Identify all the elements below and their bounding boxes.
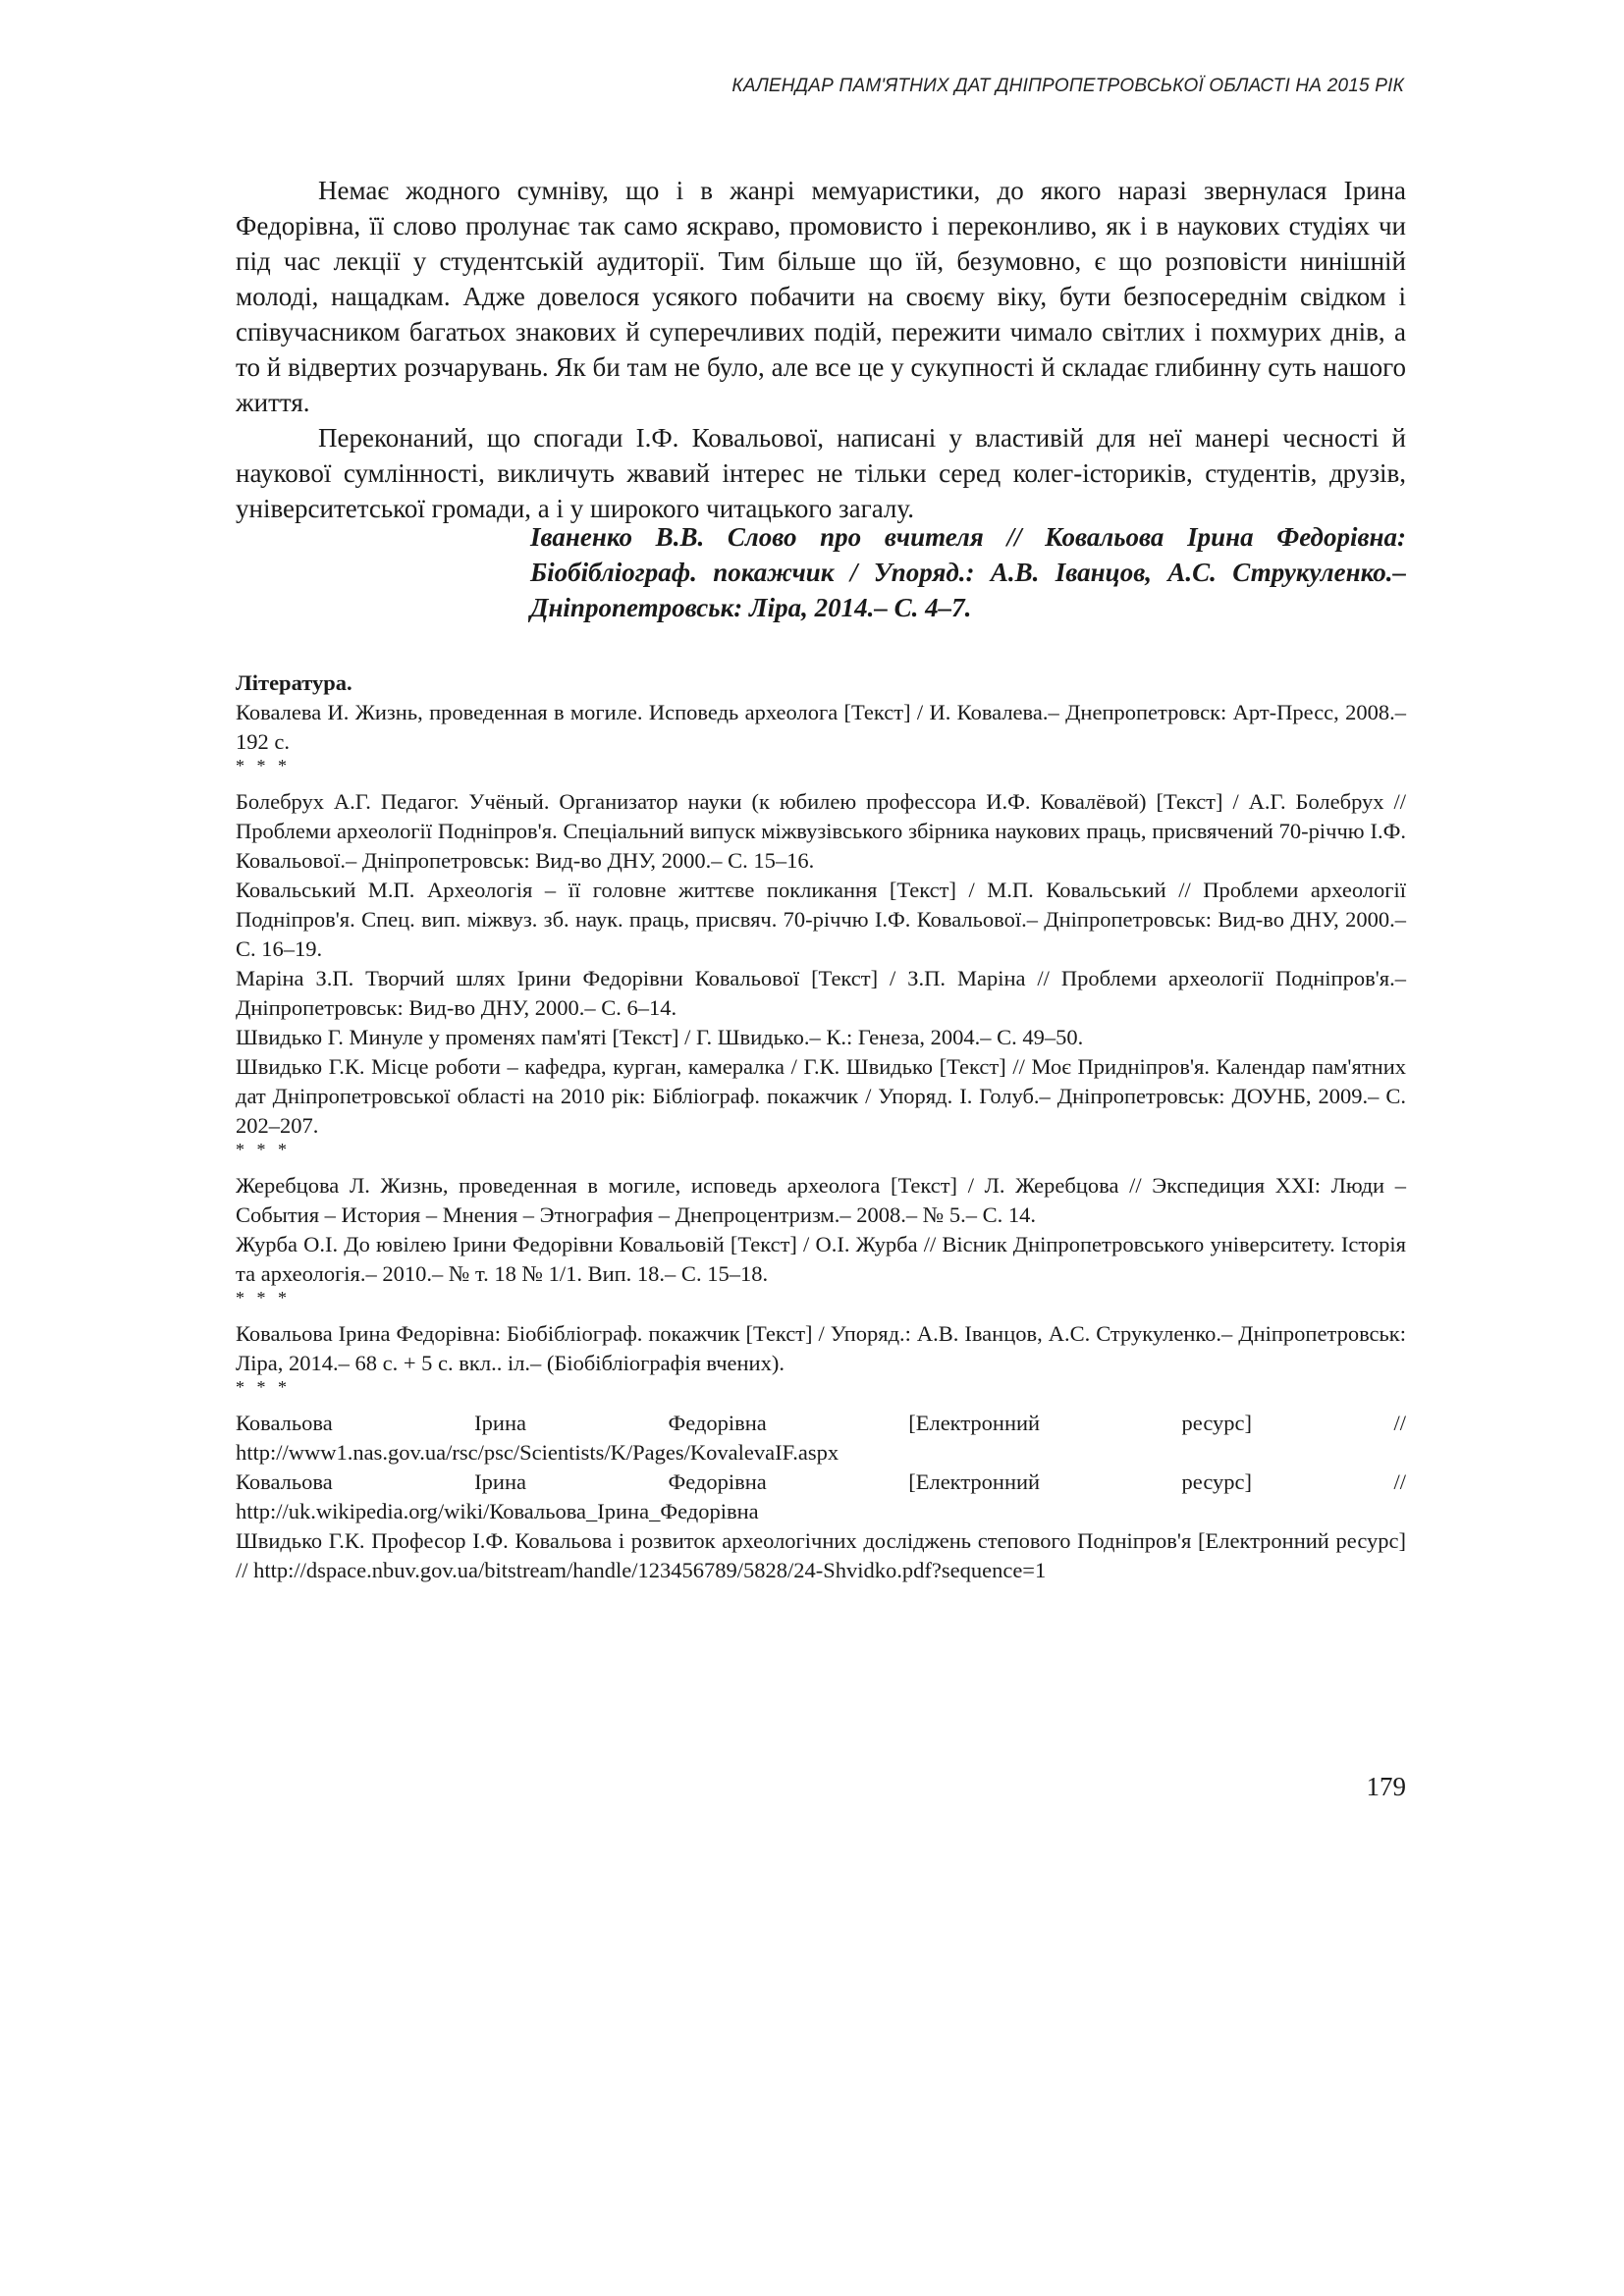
page-number: 179 <box>1366 1772 1406 1801</box>
literature-entry: Ковалева И. Жизнь, проведенная в могиле. Исповедь археолога [Текст] / И. Ковалева.– Днепропетровск: Арт-Пресс, 2008.– 192 с. <box>236 700 1406 754</box>
electronic-entry: Швидько Г.К. Професор І.Ф. Ковальова і розвиток археологічних досліджень степового Подніпров'я [Електронний ресурс] // http://dspace.nbuv.gov.ua/bitstream/handle/123456789/5828/24-Shvidko.pdf?sequence=1 <box>236 1528 1406 1582</box>
literature-entry: Ковальський М.П. Археологія – її головне життєве покликання [Текст] / М.П. Ковальський // Проблеми археології Подніпров'я. Спец. вип. міжвуз. зб. наук. праць, присвяч. 70-річчю І.Ф. Ковальової.– Дніпропетровськ: Вид-во ДНУ, 2000.– С. 16–19. <box>236 878 1406 961</box>
body-paragraph: Немає жодного сумніву, що і в жанрі мемуаристики, до якого наразі звернулася Ірина Федорівна, її слово пролунає так само яскраво, промовисто і переконливо, як і в наукових студіях чи під час лекції у студентській аудиторії. Тим більше що їй, безумовно, є що розповісти нинішній молоді, нащадкам. Адже довелося усякого побачити на своєму віку, бути безпосереднім свідком і співучасником багатьох знакових й суперечливих подій, пережити чимало світлих і похмурих днів, а то й відвертих розчарувань. Як би там не було, але все це у сукупності й складає глибинну суть нашого життя. <box>236 176 1406 417</box>
literature-entry: Ковальова Ірина Федорівна: Біобібліограф. покажчик [Текст] / Упоряд.: А.В. Іванцов, А.С. Струкуленко.– Дніпропетровськ: Ліра, 2014.– 68 с. + 5 с. вкл.. іл.– (Біобібліографія вчених). <box>236 1321 1406 1375</box>
body-text <box>236 173 1406 526</box>
running-header: КАЛЕНДАР ПАМ'ЯТНИХ ДАТ ДНІПРОПЕТРОВСЬКОЇ ОБЛАСТІ НА 2015 РІК <box>731 76 1404 96</box>
literature-entry: Жеребцова Л. Жизнь, проведенная в могиле, исповедь археолога [Текст] / Л. Жеребцова // Экспедиция XXI: Люди – События – История – Мнения – Этнография – Днепроцентризм.– 2008.– № 5.– С. 14. <box>236 1173 1406 1227</box>
literature-heading: Література. <box>236 670 352 695</box>
literature-entry: Швидько Г. Минуле у променях пам'яті [Текст] / Г. Швидько.– К.: Генеза, 2004.– С. 49–50. <box>236 1025 1084 1049</box>
source-citation: Іваненко В.В. Слово про вчителя // Ковальова Ірина Федорівна: Біобібліограф. покажчик / Упоряд.: А.В. Іванцов, А.С. Струкуленко.– Дніпропетровськ: Ліра, 2014.– С. 4–7. <box>530 522 1406 622</box>
literature-entry: Швидько Г.К. Місце роботи – кафедра, курган, камералка / Г.К. Швидько [Текст] // Моє Придніпров'я. Календар пам'ятних дат Дніпропетровської області на 2010 рік: Бібліограф. покажчик / Упоряд. І. Голуб.– Дніпропетровськ: ДОУНБ, 2009.– С. 202–207. <box>236 1054 1406 1138</box>
separator: * * * <box>236 1377 291 1397</box>
electronic-entry-prefix: Ковальова Ірина Федорівна [Електронний ресурс] // <box>236 1411 1406 1435</box>
literature-entry: Маріна З.П. Творчий шлях Ірини Федорівни Ковальової [Текст] / З.П. Маріна // Проблеми археології Подніпров'я.– Дніпропетровськ: Вид-во ДНУ, 2000.– С. 6–14. <box>236 966 1406 1020</box>
electronic-entry-link[interactable]: http://uk.wikipedia.org/wiki/Ковальова_Ірина_Федорівна <box>236 1499 759 1523</box>
literature-entry: Журба О.І. До ювілею Ірини Федорівни Ковальовій [Текст] / О.І. Журба // Вісник Дніпропетровського університету. Історія та археологія.– 2010.– № т. 18 № 1/1. Вип. 18.– С. 15–18. <box>236 1232 1406 1286</box>
electronic-entry-prefix: Ковальова Ірина Федорівна [Електронний ресурс] // <box>236 1469 1406 1494</box>
separator: * * * <box>236 1288 291 1308</box>
literature-entry: Болебрух А.Г. Педагог. Учёный. Организатор науки (к юбилею профессора И.Ф. Ковалёвой) [Текст] / А.Г. Болебрух // Проблеми археології Подніпров'я. Спеціальний випуск міжвузівського збірника наукових праць, присвячений 70-річчю І.Ф. Ковальової.– Дніпропетровськ: Вид-во ДНУ, 2000.– С. 15–16. <box>236 789 1406 873</box>
electronic-entry-link[interactable]: http://www1.nas.gov.ua/rsc/psc/Scientists/K/Pages/KovalevaIF.aspx <box>236 1440 839 1465</box>
body-paragraph: Переконаний, що спогади І.Ф. Ковальової, написані у властивій для неї манері чесності й наукової сумлінності, викличуть жвавий інтерес не тільки серед колег-істориків, студентів, друзів, університетської громади, а і у широкого читацького загалу. <box>236 423 1406 523</box>
literature-section <box>236 668 1406 1585</box>
separator: * * * <box>236 1140 291 1159</box>
separator: * * * <box>236 756 291 775</box>
